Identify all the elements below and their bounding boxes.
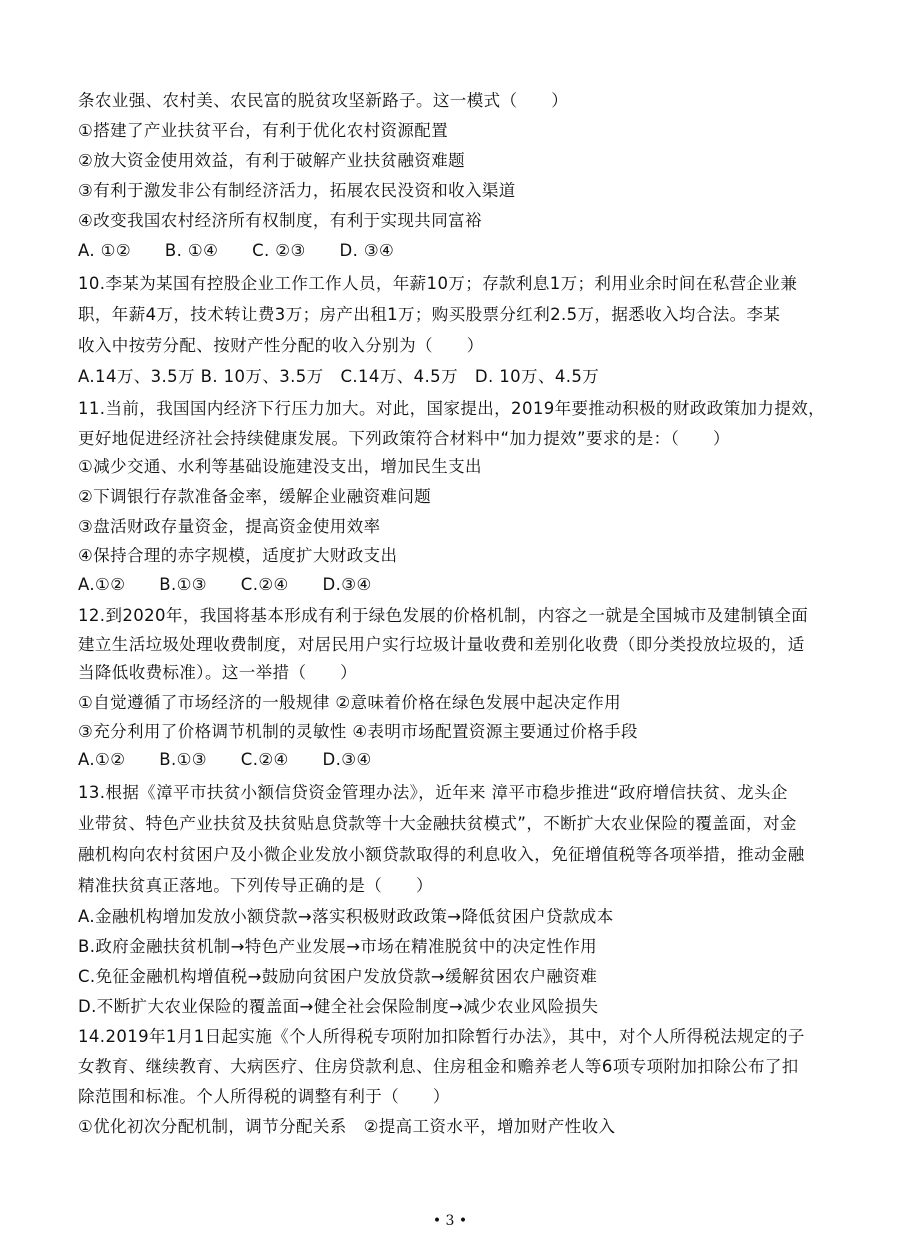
text-line: 除范围和标准。个人所得税的调整有利于（ ） [78, 1087, 450, 1106]
text-line: ③充分利用了价格调节机制的灵敏性 ④表明市场配置资源主要通过价格手段 [78, 722, 638, 741]
text-line: 职，年薪4万，技术转让费3万；房产出租1万；购买股票分红利2.5万，据悉收入均合法。李某 [78, 305, 781, 324]
text-line: 当降低收费标准）。这一举措（ ） [78, 663, 358, 682]
answer-options: A.①② B.①③ C.②④ D.③④ [78, 575, 372, 594]
question-11: 11.当前，我国国内经济下行压力加大。对此，国家提出，2019年要推动积极的财政政策加力提效， [78, 399, 826, 418]
question-13: 13.根据《漳平市扶贫小额信贷资金管理办法》，近年来 漳平市稳步推进“政府增信扶贫、龙头企 [78, 783, 788, 802]
answer-options: A. ①② B. ①④ C. ②③ D. ③④ [78, 241, 395, 260]
question-12: 12.到2020年，我国将基本形成有利于绿色发展的价格机制，内容之一就是全国城市及建制镇全面 [78, 606, 809, 625]
text-line: 女教育、继续教育、大病医疗、住房贷款利息、住房租金和赡养老人等6项专项附加扣除公布了扣 [78, 1057, 799, 1076]
question-14: 14.2019年1月1日起实施《个人所得税专项附加扣除暂行办法》，其中，对个人所得税法规定的子 [78, 1027, 805, 1046]
text-line: 更好地促进经济社会持续健康发展。下列政策符合材料中“加力提效”要求的是：（ ） [78, 429, 730, 448]
text-line: ①优化初次分配机制，调节分配关系 ②提高工资水平，增加财产性收入 [78, 1117, 616, 1136]
text-line: ④保持合理的赤字规模，适度扩大财政支出 [78, 546, 398, 565]
text-line: ②放大资金使用效益，有利于破解产业扶贫融资难题 [78, 151, 465, 170]
option-c: C.免征金融机构增值税→鼓励向贫困户发放贷款→缓解贫困农户融资难 [78, 967, 598, 986]
text-line: ③有利于激发非公有制经济活力，拓展农民没资和收入渠道 [78, 181, 516, 200]
text-line: 收入中按劳分配、按财产性分配的收入分别为（ ） [78, 336, 484, 355]
text-line: ①自觉遵循了市场经济的一般规律 ②意味着价格在绿色发展中起决定作用 [78, 693, 622, 712]
answer-options: A.①② B.①③ C.②④ D.③④ [78, 750, 372, 769]
option-d: D.不断扩大农业保险的覆盖面→健全社会保险制度→减少农业风险损失 [78, 997, 599, 1016]
text-line: 融机构向农村贫困户及小微企业发放小额贷款取得的利息收入，免征增值税等各项举措，推动金融 [78, 845, 805, 864]
text-line: 精准扶贫真正落地。下列传导正确的是（ ） [78, 876, 433, 895]
option-b: B.政府金融扶贫机制→特色产业发展→市场在精准脱贫中的决定性作用 [78, 937, 598, 956]
text-line: ④改变我国农村经济所有权制度，有利于实现共同富裕 [78, 211, 482, 230]
page-number: • 3 • [432, 1213, 468, 1229]
text-line: 建立生活垃圾处理收费制度，对居民用户实行垃圾计量收费和差别化收费（即分类投放垃圾的，适 [78, 635, 805, 654]
question-10: 10.李某为某国有控股企业工作工作人员，年薪10万；存款利息1万；利用业余时间在私营企业兼 [78, 274, 798, 293]
text-line: 业带贫、特色产业扶贫及扶贫贴息贷款等十大金融扶贫模式”，不断扩大农业保险的覆盖面，对金 [78, 814, 797, 833]
text-line: 条农业强、农村美、农民富的脱贫攻坚新路子。这一模式（ ） [78, 91, 569, 110]
text-line: ①减少交通、水利等基础设施建没支出，增加民生支出 [78, 457, 482, 476]
answer-options: A.14万、3.5万 B. 10万、3.5万 C.14万、4.5万 D. 10万、4.5万 [78, 367, 600, 386]
text-line: ②下调银行存款准备金率，缓解企业融资难问题 [78, 487, 432, 506]
option-a: A.金融机构增加发放小额贷款→落实积极财政政策→降低贫困户贷款成本 [78, 907, 614, 926]
text-line: ③盘活财政存量资金，提高资金使用效率 [78, 517, 381, 536]
text-line: ①搭建了产业扶贫平台，有利于优化农村资源配置 [78, 121, 449, 140]
